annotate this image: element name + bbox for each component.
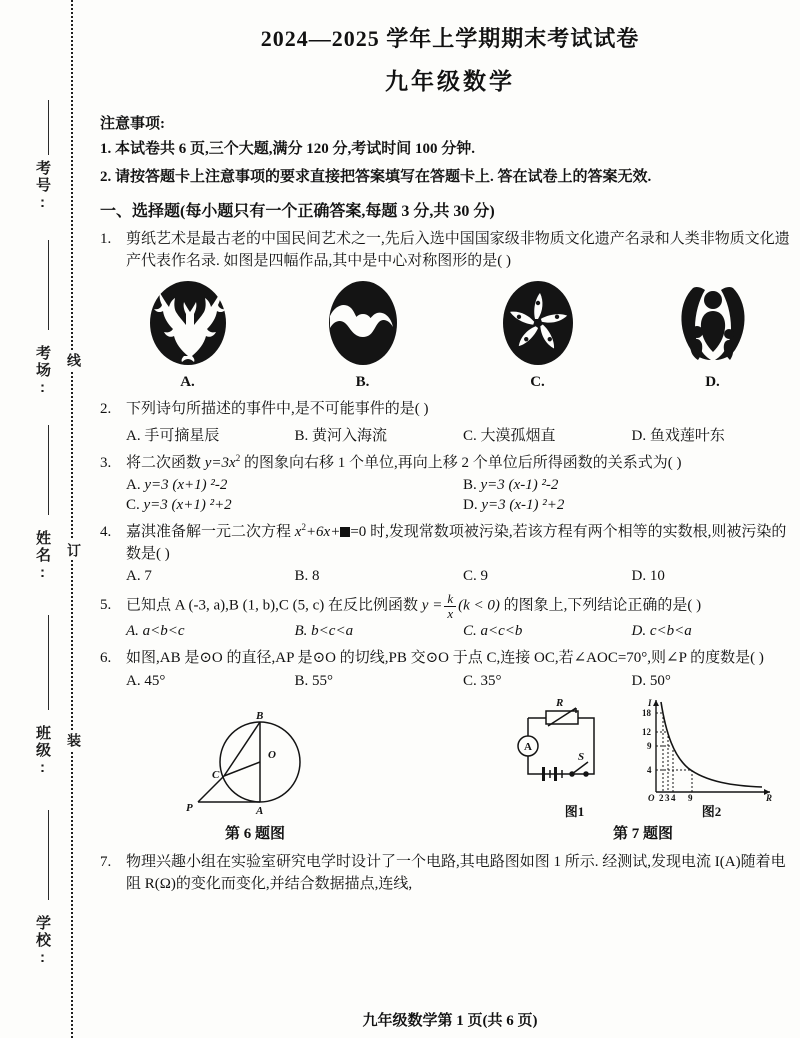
graph-xlabel: R — [766, 792, 773, 801]
question-1-text: 剪纸艺术是最古老的中国民间艺术之一,先后入选中国国家级非物质文化遗产名录和人类非物质文化遗产代表作名录. 如图是四幅作品,其中是中心对称图形的是( ) — [126, 231, 790, 270]
papercut-figures-icon — [661, 280, 765, 366]
question-6-text: 如图,AB 是⊙O 的直径,AP 是⊙O 的切线,PB 交⊙O 于点 C,连接 OC,若∠AOC=70°,则∠P 的度数是( ) — [126, 650, 764, 667]
option-b-body: y=3 (x-1) ²-2 — [480, 476, 559, 493]
option-b[interactable] — [463, 477, 800, 494]
option-d[interactable] — [463, 497, 800, 514]
question-3-options-row2 — [100, 497, 800, 514]
question-6-number: 6. — [100, 650, 112, 667]
question-4 — [100, 521, 800, 565]
question-3-number: 3. — [100, 454, 112, 471]
question-6-options — [100, 673, 800, 690]
question-2-text: 下列诗句所描述的事件中,是不可能事件的是( ) — [126, 401, 429, 418]
hyperbola-graph — [630, 696, 780, 801]
switch-label: S — [578, 750, 585, 763]
question-6 — [100, 647, 800, 669]
field-rule-5 — [48, 810, 49, 900]
option-a[interactable]: A. 手可摘星辰 — [126, 427, 220, 444]
section-heading-choice: 一、选择题(每小题只有一个正确答案,每题 3 分,共 30 分) — [100, 203, 495, 220]
option-b[interactable]: B. 黄河入海流 — [294, 427, 388, 444]
papercut-option-b — [304, 280, 422, 391]
question-2-number: 2. — [100, 401, 112, 418]
field-rule-4 — [48, 615, 49, 710]
option-d[interactable] — [632, 623, 800, 640]
seal-word-ding: 订 — [64, 540, 84, 560]
q5-fraction-denominator: x — [447, 605, 454, 621]
q5-fraction — [444, 592, 456, 620]
exam-title: 2024—2025 学年上学期期末考试试卷 — [260, 26, 640, 51]
point-label-C: C — [212, 768, 220, 781]
ink-blot-icon — [340, 527, 350, 537]
papercut-label-b: B. — [355, 374, 370, 391]
field-label-xingming: 姓名: — [34, 530, 51, 583]
papercut-option-d — [654, 280, 772, 391]
document-body — [100, 0, 800, 1038]
option-c-body: C. a<c<b — [463, 623, 523, 640]
field-rule-1 — [48, 100, 49, 155]
figure-6-caption: 第 6 题图 — [224, 825, 285, 842]
page-footer: 九年级数学第 1 页(共 6 页) — [362, 1013, 538, 1029]
question-5-number: 5. — [100, 597, 112, 614]
papercut-label-c: C. — [530, 374, 545, 391]
exam-subject: 九年级数学 — [385, 69, 515, 94]
papercut-option-c — [479, 280, 597, 391]
point-label-A: A — [256, 804, 264, 815]
option-a[interactable]: A. 7 — [126, 568, 152, 585]
option-c[interactable] — [126, 497, 463, 514]
question-3-text — [126, 452, 800, 474]
option-a[interactable]: A. 45° — [126, 672, 166, 689]
ytick-12: 12 — [642, 726, 651, 737]
question-2 — [100, 398, 800, 420]
option-c[interactable]: C. 9 — [463, 568, 489, 585]
option-d[interactable]: D. 10 — [631, 568, 665, 585]
question-3 — [100, 452, 800, 474]
q3-text-a: 将二次函数 — [126, 454, 205, 471]
question-4-number: 4. — [100, 523, 112, 540]
option-b-body: B. b<c<a — [294, 623, 354, 640]
option-b[interactable]: B. 8 — [294, 568, 320, 585]
figure-7-sub1: 图1 — [564, 803, 585, 819]
resistor-label: R — [556, 696, 564, 709]
graph-ylabel: I — [648, 697, 652, 708]
q4-eq2: +6x+ — [305, 523, 341, 540]
papercut-option-a — [129, 280, 247, 391]
q4-exponent: 2 — [301, 521, 306, 532]
circle-geometry-diagram — [160, 710, 350, 815]
q5-text-a: 已知点 A (-3, a),B (1, b),C (5, c) 在反比例函数 — [126, 597, 422, 614]
question-7 — [100, 851, 800, 895]
papercut-label-d: D. — [705, 374, 720, 391]
figure-6 — [160, 710, 350, 843]
papercut-deer-icon — [136, 280, 240, 366]
papercut-bauhinia-icon — [486, 280, 590, 366]
q5-eq-y: y = — [421, 597, 443, 614]
papercut-label-a: A. — [180, 374, 195, 391]
point-label-P: P — [186, 801, 193, 814]
option-d-body: D. c<b<a — [631, 623, 692, 640]
ytick-4: 4 — [647, 764, 652, 775]
seal-word-xian: 线 — [64, 350, 84, 370]
figure-7 — [506, 696, 780, 843]
option-b[interactable] — [295, 623, 464, 640]
question-5-text — [126, 592, 800, 620]
question-5 — [100, 592, 800, 620]
figure-7-caption: 第 7 题图 — [612, 825, 673, 842]
ammeter-label: A — [524, 740, 532, 753]
q3-equation: y=3x — [204, 454, 236, 471]
question-4-text — [126, 521, 800, 565]
option-b-letter: B. — [463, 476, 481, 493]
question-3-options-row1 — [100, 477, 800, 494]
option-c-letter: C. — [126, 496, 144, 513]
option-a-body: y=3 (x+1) ²-2 — [144, 476, 228, 493]
q4-text-b: 时,发现常数项被污染,若该方程有两个相等的实数根,则被污染的数是( ) — [126, 523, 787, 562]
field-rule-2 — [48, 240, 49, 330]
question-1 — [100, 228, 800, 272]
xtick-2: 2 — [659, 792, 664, 801]
option-c[interactable] — [463, 623, 632, 640]
option-a-body: A. a<b<c — [126, 623, 185, 640]
option-d[interactable]: D. 鱼戏莲叶东 — [631, 427, 725, 444]
question-2-options — [100, 424, 800, 445]
q5-text-b: 的图象上,下列结论正确的是( ) — [499, 597, 702, 614]
field-label-kaochang: 考场: — [34, 345, 51, 398]
field-rule-3 — [48, 425, 49, 515]
option-d-letter: D. — [463, 496, 482, 513]
ytick-18: 18 — [642, 707, 651, 718]
q3-text-b: 的图象向右移 1 个单位,再向上移 2 个单位后所得函数的关系式为( ) — [240, 454, 682, 471]
q3-exponent: 2 — [235, 452, 241, 463]
notice-line-2: 2. 请按答题卡上注意事项的要求直接把答案填写在答题卡上. 答在试卷上的答案无效. — [100, 168, 652, 185]
q5-eq-condition: (k < 0) — [458, 597, 500, 614]
question-1-figures — [100, 280, 800, 391]
xtick-9: 9 — [688, 792, 693, 801]
question-7-text: 物理兴趣小组在实验室研究电学时设计了一个电路,其电路图如图 1 所示. 经测试,发现电流 I(A)随着电阻 R(Ω)的变化而变化,并结合数据描点,连线, — [126, 853, 786, 892]
option-a[interactable] — [126, 477, 463, 494]
field-label-banji: 班级: — [34, 725, 51, 778]
q5-fraction-numerator: k — [444, 592, 456, 607]
ytick-9: 9 — [647, 740, 652, 751]
question-1-number: 1. — [100, 231, 112, 247]
option-a[interactable] — [126, 623, 295, 640]
seal-word-zhuang: 装 — [64, 730, 84, 750]
seal-dotted-line — [71, 0, 73, 1038]
figure-7-subcaptions — [506, 801, 780, 820]
q4-eq1: x — [294, 523, 302, 540]
option-a-letter: A. — [126, 476, 145, 493]
option-c[interactable]: C. 35° — [463, 672, 502, 689]
notice-line-1: 1. 本试卷共 6 页,三个大题,满分 120 分,考试时间 100 分钟. — [100, 141, 476, 157]
question-5-options — [100, 623, 800, 640]
papercut-wave-icon — [311, 280, 415, 366]
graph-origin: O — [648, 792, 655, 801]
question-7-number: 7. — [100, 853, 112, 870]
notice-heading: 注意事项: — [100, 116, 165, 132]
field-label-xuexiao: 学校: — [34, 915, 51, 968]
q4-eq3: =0 — [350, 523, 367, 540]
xtick-4: 4 — [671, 792, 676, 801]
point-label-O: O — [268, 748, 276, 761]
figure-7-sub2: 图2 — [701, 803, 722, 819]
question-4-options — [100, 568, 800, 585]
xtick-3: 3 — [665, 792, 670, 801]
circuit-diagram — [506, 696, 616, 801]
q4-text-a: 嘉淇准备解一元二次方程 — [126, 523, 295, 540]
figures-row — [100, 696, 800, 843]
binding-margin — [0, 0, 100, 1038]
option-c[interactable]: C. 大漠孤烟直 — [463, 427, 556, 444]
field-label-kaohao: 考号: — [34, 160, 51, 213]
option-d[interactable]: D. 50° — [631, 672, 671, 689]
option-c-body: y=3 (x+1) ²+2 — [143, 496, 232, 513]
option-d-body: y=3 (x-1) ²+2 — [481, 496, 565, 513]
point-label-B: B — [256, 709, 264, 722]
option-b[interactable]: B. 55° — [294, 672, 334, 689]
